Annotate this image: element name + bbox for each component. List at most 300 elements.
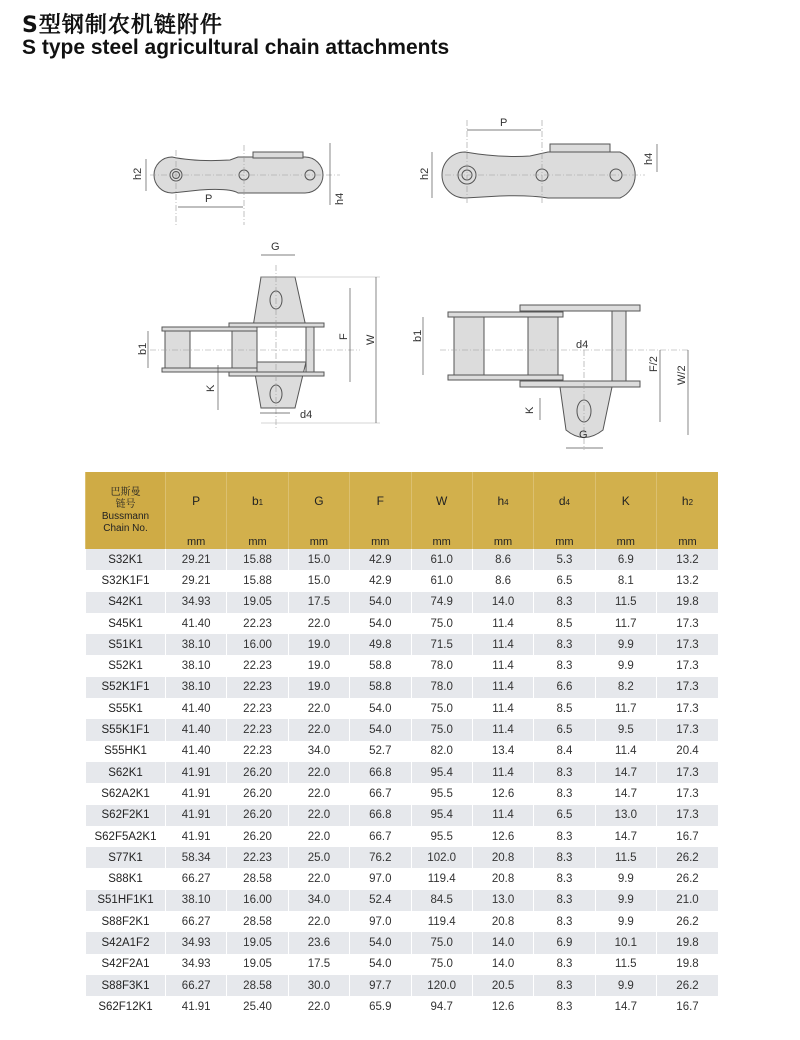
- value-cell: 22.23: [227, 847, 288, 868]
- dim-label-b1-right: b1: [412, 329, 424, 342]
- chain-no-cell: S55K1: [86, 698, 166, 719]
- table-row: [86, 783, 719, 804]
- value-cell: 20.8: [472, 868, 533, 889]
- value-cell: 13.0: [472, 890, 533, 911]
- unit-label: mm: [657, 529, 719, 549]
- value-cell: 38.10: [166, 634, 227, 655]
- unit-label: mm: [166, 529, 227, 549]
- header-w: [411, 472, 472, 529]
- value-cell: 78.0: [411, 677, 472, 698]
- table-row: [86, 634, 719, 655]
- value-cell: 34.0: [288, 890, 349, 911]
- dim-label-P-right: P: [500, 117, 508, 129]
- page-title-chinese: S型钢制农机链附件: [22, 13, 223, 38]
- header-chain-no-en-2: Chain No.: [103, 522, 148, 534]
- value-cell: 22.23: [227, 613, 288, 634]
- value-cell: 19.05: [227, 932, 288, 953]
- header-label: G: [314, 493, 324, 508]
- value-cell: 9.5: [595, 719, 656, 740]
- value-cell: 19.8: [657, 932, 719, 953]
- dim-label-W: W: [365, 334, 377, 345]
- value-cell: 75.0: [411, 698, 472, 719]
- value-cell: 5.3: [534, 549, 595, 570]
- chain-no-cell: S88K1: [86, 868, 166, 889]
- value-cell: 8.3: [534, 890, 595, 911]
- value-cell: 19.05: [227, 592, 288, 613]
- header-label: h: [497, 493, 505, 508]
- header-chain-no: [86, 472, 166, 549]
- value-cell: 6.9: [534, 932, 595, 953]
- value-cell: 26.20: [227, 826, 288, 847]
- unit-label: mm: [288, 529, 349, 549]
- value-cell: 95.5: [411, 783, 472, 804]
- value-cell: 8.3: [534, 996, 595, 1017]
- value-cell: 17.3: [657, 677, 719, 698]
- chain-no-cell: S32K1: [86, 549, 166, 570]
- value-cell: 75.0: [411, 613, 472, 634]
- value-cell: 49.8: [350, 634, 411, 655]
- header-label: d: [558, 493, 566, 508]
- unit-label: mm: [595, 529, 656, 549]
- value-cell: 41.40: [166, 741, 227, 762]
- value-cell: 71.5: [411, 634, 472, 655]
- value-cell: 97.7: [350, 975, 411, 996]
- value-cell: 54.0: [350, 954, 411, 975]
- dim-label-W-half: W/2: [676, 365, 688, 385]
- value-cell: 11.7: [595, 698, 656, 719]
- value-cell: 42.9: [350, 570, 411, 591]
- unit-label: mm: [472, 529, 533, 549]
- value-cell: 9.9: [595, 655, 656, 676]
- value-cell: 9.9: [595, 868, 656, 889]
- header-subscript: 4: [565, 497, 570, 507]
- value-cell: 11.4: [472, 677, 533, 698]
- header-d4: [534, 472, 595, 529]
- value-cell: 8.3: [534, 634, 595, 655]
- table-row: [86, 868, 719, 889]
- value-cell: 75.0: [411, 932, 472, 953]
- chain-no-cell: S62F12K1: [86, 996, 166, 1017]
- chain-no-cell: S51K1: [86, 634, 166, 655]
- side-view-diagram-right: [419, 117, 657, 205]
- value-cell: 29.21: [166, 570, 227, 591]
- chain-no-cell: S51HF1K1: [86, 890, 166, 911]
- value-cell: 8.2: [595, 677, 656, 698]
- value-cell: 102.0: [411, 847, 472, 868]
- unit-label: mm: [411, 529, 472, 549]
- value-cell: 22.0: [288, 719, 349, 740]
- value-cell: 26.20: [227, 762, 288, 783]
- value-cell: 26.2: [657, 847, 719, 868]
- value-cell: 12.6: [472, 996, 533, 1017]
- header-subscript: 2: [688, 497, 694, 507]
- value-cell: 52.7: [350, 741, 411, 762]
- value-cell: 14.7: [595, 826, 656, 847]
- value-cell: 15.0: [288, 549, 349, 570]
- value-cell: 8.3: [534, 655, 595, 676]
- value-cell: 17.5: [288, 592, 349, 613]
- chain-no-cell: S88F3K1: [86, 975, 166, 996]
- dim-label-h4-right: h4: [643, 152, 655, 165]
- value-cell: 26.2: [657, 911, 719, 932]
- table-row: [86, 954, 719, 975]
- dim-label-h2-right: h2: [419, 167, 431, 180]
- value-cell: 66.7: [350, 826, 411, 847]
- value-cell: 8.5: [534, 698, 595, 719]
- value-cell: 11.7: [595, 613, 656, 634]
- chain-no-cell: S55K1F1: [86, 719, 166, 740]
- value-cell: 16.00: [227, 634, 288, 655]
- header-subscript: 1: [258, 497, 264, 507]
- value-cell: 21.0: [657, 890, 719, 911]
- header-chain-no-en-1: Bussmann: [101, 510, 150, 522]
- value-cell: 34.93: [166, 592, 227, 613]
- table-row: [86, 805, 719, 826]
- value-cell: 14.0: [472, 932, 533, 953]
- value-cell: 11.5: [595, 847, 656, 868]
- value-cell: 25.0: [288, 847, 349, 868]
- header-p: [166, 472, 227, 529]
- value-cell: 26.2: [657, 975, 719, 996]
- table-row: [86, 570, 719, 591]
- value-cell: 17.3: [657, 805, 719, 826]
- value-cell: 19.05: [227, 954, 288, 975]
- header-subscript: 4: [504, 497, 509, 507]
- value-cell: 17.3: [657, 613, 719, 634]
- value-cell: 54.0: [350, 719, 411, 740]
- value-cell: 54.0: [350, 613, 411, 634]
- value-cell: 41.40: [166, 613, 227, 634]
- value-cell: 38.10: [166, 677, 227, 698]
- value-cell: 29.21: [166, 549, 227, 570]
- value-cell: 42.9: [350, 549, 411, 570]
- chain-no-cell: S77K1: [86, 847, 166, 868]
- value-cell: 15.88: [227, 549, 288, 570]
- value-cell: 54.0: [350, 932, 411, 953]
- dim-label-K-right: K: [524, 406, 536, 414]
- header-label: F: [376, 493, 384, 508]
- header-chain-no-cn-1: 巴斯曼: [110, 486, 141, 498]
- value-cell: 22.23: [227, 741, 288, 762]
- value-cell: 38.10: [166, 890, 227, 911]
- table-header-row: [86, 472, 719, 529]
- value-cell: 66.7: [350, 783, 411, 804]
- value-cell: 30.0: [288, 975, 349, 996]
- value-cell: 22.0: [288, 783, 349, 804]
- value-cell: 61.0: [411, 570, 472, 591]
- table-row: [86, 549, 719, 570]
- header-b1: [227, 472, 288, 529]
- value-cell: 8.3: [534, 783, 595, 804]
- value-cell: 82.0: [411, 741, 472, 762]
- chain-no-cell: S52K1: [86, 655, 166, 676]
- value-cell: 17.3: [657, 698, 719, 719]
- table-row: [86, 719, 719, 740]
- value-cell: 8.3: [534, 826, 595, 847]
- value-cell: 119.4: [411, 868, 472, 889]
- value-cell: 19.0: [288, 677, 349, 698]
- value-cell: 41.91: [166, 783, 227, 804]
- value-cell: 20.8: [472, 911, 533, 932]
- value-cell: 16.00: [227, 890, 288, 911]
- value-cell: 8.3: [534, 975, 595, 996]
- value-cell: 66.27: [166, 868, 227, 889]
- header-h4: [472, 472, 533, 529]
- value-cell: 38.10: [166, 655, 227, 676]
- value-cell: 95.5: [411, 826, 472, 847]
- value-cell: 17.3: [657, 762, 719, 783]
- value-cell: 22.0: [288, 805, 349, 826]
- value-cell: 61.0: [411, 549, 472, 570]
- value-cell: 58.8: [350, 655, 411, 676]
- value-cell: 65.9: [350, 996, 411, 1017]
- dim-label-h4: h4: [334, 192, 346, 205]
- value-cell: 34.93: [166, 932, 227, 953]
- dim-label-G-right: G: [579, 429, 588, 441]
- chain-no-cell: S88F2K1: [86, 911, 166, 932]
- header-label: b: [251, 493, 259, 508]
- value-cell: 13.0: [595, 805, 656, 826]
- value-cell: 22.23: [227, 719, 288, 740]
- value-cell: 26.20: [227, 783, 288, 804]
- value-cell: 14.0: [472, 592, 533, 613]
- table-row: [86, 826, 719, 847]
- value-cell: 20.8: [472, 847, 533, 868]
- value-cell: 95.4: [411, 805, 472, 826]
- value-cell: 16.7: [657, 826, 719, 847]
- header-chain-no-cn-2: 链号: [115, 498, 136, 510]
- value-cell: 54.0: [350, 592, 411, 613]
- value-cell: 120.0: [411, 975, 472, 996]
- value-cell: 52.4: [350, 890, 411, 911]
- table-row: [86, 762, 719, 783]
- header-label: h: [681, 493, 689, 508]
- table-row: [86, 698, 719, 719]
- value-cell: 41.40: [166, 698, 227, 719]
- value-cell: 8.5: [534, 613, 595, 634]
- value-cell: 16.7: [657, 996, 719, 1017]
- value-cell: 15.0: [288, 570, 349, 591]
- value-cell: 22.23: [227, 655, 288, 676]
- header-label: P: [192, 493, 201, 508]
- unit-label: mm: [227, 529, 288, 549]
- value-cell: 11.5: [595, 954, 656, 975]
- chain-no-cell: S62A2K1: [86, 783, 166, 804]
- value-cell: 66.27: [166, 911, 227, 932]
- value-cell: 25.40: [227, 996, 288, 1017]
- dim-label-F-half: F/2: [648, 356, 660, 372]
- value-cell: 20.5: [472, 975, 533, 996]
- value-cell: 41.91: [166, 762, 227, 783]
- value-cell: 8.1: [595, 570, 656, 591]
- value-cell: 8.3: [534, 954, 595, 975]
- value-cell: 26.2: [657, 868, 719, 889]
- value-cell: 17.3: [657, 719, 719, 740]
- chain-spec-table: [85, 472, 718, 1018]
- value-cell: 11.4: [472, 698, 533, 719]
- value-cell: 20.4: [657, 741, 719, 762]
- header-label: K: [621, 493, 630, 508]
- value-cell: 13.2: [657, 570, 719, 591]
- value-cell: 41.40: [166, 719, 227, 740]
- dim-label-h2: h2: [132, 167, 144, 180]
- dim-label-K: K: [205, 384, 217, 392]
- chain-no-cell: S32K1F1: [86, 570, 166, 591]
- dim-label-d4-right: d4: [576, 339, 589, 351]
- table-row: [86, 847, 719, 868]
- chain-no-cell: S45K1: [86, 613, 166, 634]
- value-cell: 8.6: [472, 549, 533, 570]
- table-row: [86, 975, 719, 996]
- value-cell: 17.3: [657, 634, 719, 655]
- value-cell: 26.20: [227, 805, 288, 826]
- value-cell: 6.5: [534, 570, 595, 591]
- value-cell: 84.5: [411, 890, 472, 911]
- chain-no-cell: S62K1: [86, 762, 166, 783]
- value-cell: 78.0: [411, 655, 472, 676]
- value-cell: 19.0: [288, 655, 349, 676]
- value-cell: 22.0: [288, 868, 349, 889]
- top-view-diagram-double: [137, 241, 380, 430]
- value-cell: 8.3: [534, 868, 595, 889]
- dim-label-F: F: [338, 333, 350, 340]
- value-cell: 41.91: [166, 826, 227, 847]
- value-cell: 11.4: [472, 655, 533, 676]
- value-cell: 58.34: [166, 847, 227, 868]
- page-title-english: S type steel agricultural chain attachments: [22, 36, 450, 59]
- value-cell: 75.0: [411, 954, 472, 975]
- side-view-diagram-left: [132, 143, 346, 225]
- value-cell: 19.8: [657, 592, 719, 613]
- value-cell: 11.4: [472, 719, 533, 740]
- chain-attachment-diagrams: [0, 0, 800, 460]
- value-cell: 6.6: [534, 677, 595, 698]
- value-cell: 14.0: [472, 954, 533, 975]
- value-cell: 11.4: [472, 634, 533, 655]
- value-cell: 22.0: [288, 996, 349, 1017]
- value-cell: 11.4: [472, 613, 533, 634]
- value-cell: 22.23: [227, 677, 288, 698]
- table-row: [86, 911, 719, 932]
- value-cell: 97.0: [350, 911, 411, 932]
- header-h2: [657, 472, 719, 529]
- value-cell: 8.3: [534, 592, 595, 613]
- value-cell: 22.0: [288, 911, 349, 932]
- value-cell: 34.0: [288, 741, 349, 762]
- value-cell: 28.58: [227, 868, 288, 889]
- value-cell: 14.7: [595, 783, 656, 804]
- value-cell: 22.0: [288, 698, 349, 719]
- value-cell: 95.4: [411, 762, 472, 783]
- value-cell: 10.1: [595, 932, 656, 953]
- value-cell: 22.0: [288, 762, 349, 783]
- value-cell: 8.3: [534, 911, 595, 932]
- value-cell: 23.6: [288, 932, 349, 953]
- value-cell: 6.9: [595, 549, 656, 570]
- value-cell: 22.23: [227, 698, 288, 719]
- header-g: [288, 472, 349, 529]
- value-cell: 17.5: [288, 954, 349, 975]
- value-cell: 17.3: [657, 655, 719, 676]
- value-cell: 15.88: [227, 570, 288, 591]
- value-cell: 34.93: [166, 954, 227, 975]
- value-cell: 14.7: [595, 762, 656, 783]
- header-label: W: [436, 493, 448, 508]
- top-view-diagram-single: [412, 305, 690, 450]
- value-cell: 119.4: [411, 911, 472, 932]
- unit-label: mm: [350, 529, 411, 549]
- table-row: [86, 932, 719, 953]
- dim-label-P: P: [205, 193, 213, 205]
- chain-no-cell: S52K1F1: [86, 677, 166, 698]
- value-cell: 8.6: [472, 570, 533, 591]
- value-cell: 6.5: [534, 805, 595, 826]
- chain-no-cell: S62F5A2K1: [86, 826, 166, 847]
- value-cell: 28.58: [227, 975, 288, 996]
- chain-no-cell: S42A1F2: [86, 932, 166, 953]
- dim-label-G: G: [271, 241, 280, 253]
- table-row: [86, 613, 719, 634]
- header-k: [595, 472, 656, 529]
- table-row: [86, 655, 719, 676]
- chain-no-cell: S55HK1: [86, 741, 166, 762]
- value-cell: 8.3: [534, 762, 595, 783]
- dim-label-b1: b1: [137, 342, 149, 355]
- value-cell: 14.7: [595, 996, 656, 1017]
- value-cell: 9.9: [595, 634, 656, 655]
- table-row: [86, 592, 719, 613]
- header-f: [350, 472, 411, 529]
- value-cell: 22.0: [288, 613, 349, 634]
- value-cell: 19.0: [288, 634, 349, 655]
- value-cell: 75.0: [411, 719, 472, 740]
- value-cell: 17.3: [657, 783, 719, 804]
- value-cell: 6.5: [534, 719, 595, 740]
- value-cell: 12.6: [472, 826, 533, 847]
- value-cell: 76.2: [350, 847, 411, 868]
- value-cell: 54.0: [350, 698, 411, 719]
- value-cell: 13.2: [657, 549, 719, 570]
- value-cell: 8.3: [534, 847, 595, 868]
- table-row: [86, 741, 719, 762]
- table-row: [86, 996, 719, 1017]
- unit-label: mm: [534, 529, 595, 549]
- dim-label-d4: d4: [300, 409, 313, 421]
- chain-no-cell: S42K1: [86, 592, 166, 613]
- chain-no-cell: S42F2A1: [86, 954, 166, 975]
- value-cell: 11.4: [472, 762, 533, 783]
- value-cell: 19.8: [657, 954, 719, 975]
- value-cell: 66.27: [166, 975, 227, 996]
- value-cell: 22.0: [288, 826, 349, 847]
- value-cell: 11.4: [472, 805, 533, 826]
- value-cell: 66.8: [350, 805, 411, 826]
- value-cell: 8.4: [534, 741, 595, 762]
- value-cell: 66.8: [350, 762, 411, 783]
- value-cell: 11.5: [595, 592, 656, 613]
- value-cell: 41.91: [166, 805, 227, 826]
- value-cell: 58.8: [350, 677, 411, 698]
- table-unit-row: [86, 529, 719, 549]
- value-cell: 11.4: [595, 741, 656, 762]
- value-cell: 12.6: [472, 783, 533, 804]
- chain-no-cell: S62F2K1: [86, 805, 166, 826]
- table-row: [86, 890, 719, 911]
- value-cell: 41.91: [166, 996, 227, 1017]
- value-cell: 9.9: [595, 911, 656, 932]
- value-cell: 28.58: [227, 911, 288, 932]
- table-row: [86, 677, 719, 698]
